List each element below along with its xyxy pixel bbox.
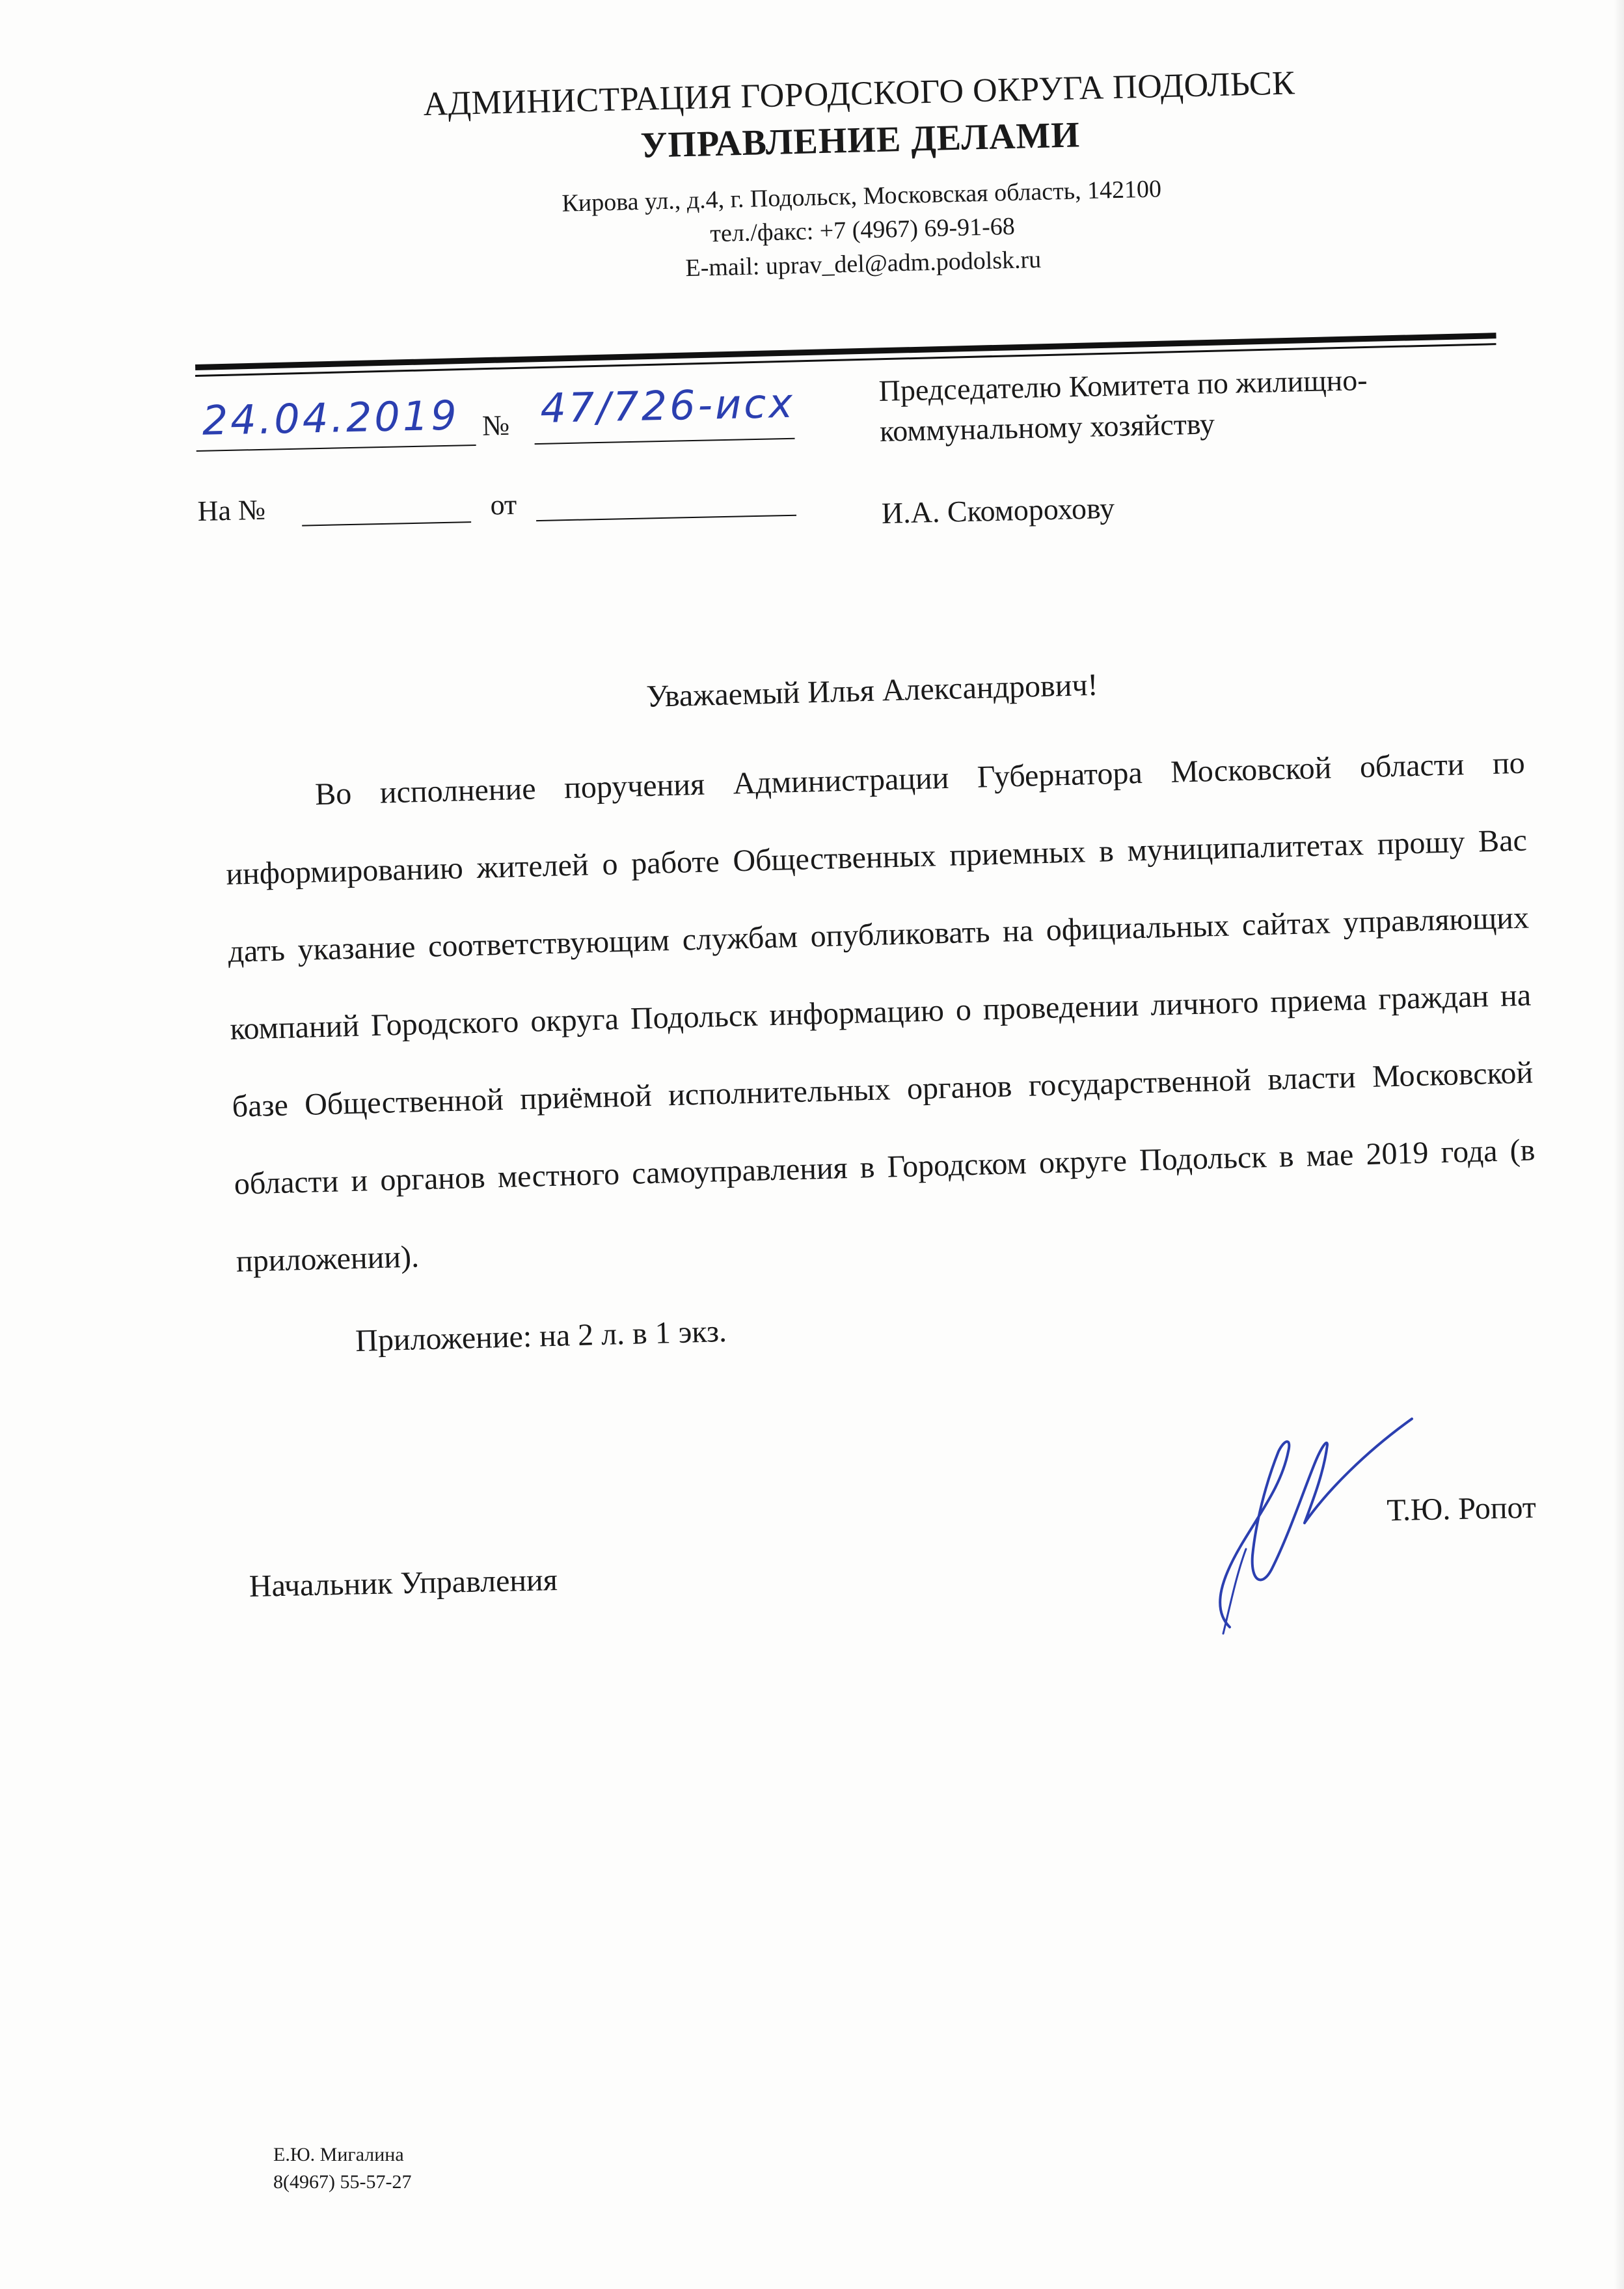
ref-number-label: На № <box>197 493 266 527</box>
handwritten-date: 24.04.2019 <box>201 391 460 445</box>
handwritten-number: 47/726-исх <box>539 379 796 432</box>
executor-phone: 8(4967) 55-57-27 <box>273 2171 412 2193</box>
body-paragraph: Во исполнение поручения Администрации Губернатора Московской области по информированию жителей о работе Общественных приемных в муниципалитетах прошу Вас дать указание соответствующим службам опубликовать на официальных сайтах управляющих компаний Городского округа Подольск информацию о проведении личного приема граждан на базе Общественной приёмной исполнительных органов государственной власти Московской области и органов местного самоуправления в Городском округе Подольск в мае 2019 года (в приложении). <box>225 745 1536 1279</box>
addressee-block <box>878 356 1532 534</box>
salutation: Уважаемый Илья Александрович! <box>645 667 1099 714</box>
ref-from-underline <box>536 515 796 521</box>
number-underline <box>535 438 795 445</box>
addressee-line-1: Председателю Комитета по жилищно- <box>878 363 1368 407</box>
ref-from-label: от <box>490 488 517 521</box>
number-label: № <box>481 409 510 442</box>
signatory-title: Начальник Управления <box>249 1563 558 1604</box>
addressee-line-2: коммунальному хозяйству <box>879 407 1215 448</box>
department-name: УПРАВЛЕНИЕ ДЕЛАМИ <box>640 115 1081 166</box>
executor-block <box>273 2141 411 2196</box>
letterhead <box>182 58 1540 297</box>
contact-block <box>185 163 1540 297</box>
date-underline <box>196 445 476 452</box>
ref-number-underline <box>302 521 471 526</box>
email-line: E-mail: uprav_del@adm.podolsk.ru <box>684 245 1042 282</box>
phone-line: тел./факс: +7 (4967) 69-91-68 <box>709 212 1016 248</box>
handwritten-signature <box>1132 1412 1431 1647</box>
executor-name: Е.Ю. Мигалина <box>273 2144 404 2165</box>
addressee-name: И.А. Скоморохову <box>881 491 1115 530</box>
letter-body <box>221 656 1539 1362</box>
registration-block <box>195 379 836 546</box>
address-line: Кирова ул., д.4, г. Подольск, Московская область, 142100 <box>562 175 1162 217</box>
scan-edge-shadow <box>1614 0 1624 2289</box>
organization-name: АДМИНИСТРАЦИЯ ГОРОДСКОГО ОКРУГА ПОДОЛЬСК <box>422 64 1295 123</box>
attachment-note: Приложение: на 2 л. в 1 экз. <box>355 1314 727 1358</box>
signatory-name: Т.Ю. Ропот <box>1386 1490 1537 1528</box>
